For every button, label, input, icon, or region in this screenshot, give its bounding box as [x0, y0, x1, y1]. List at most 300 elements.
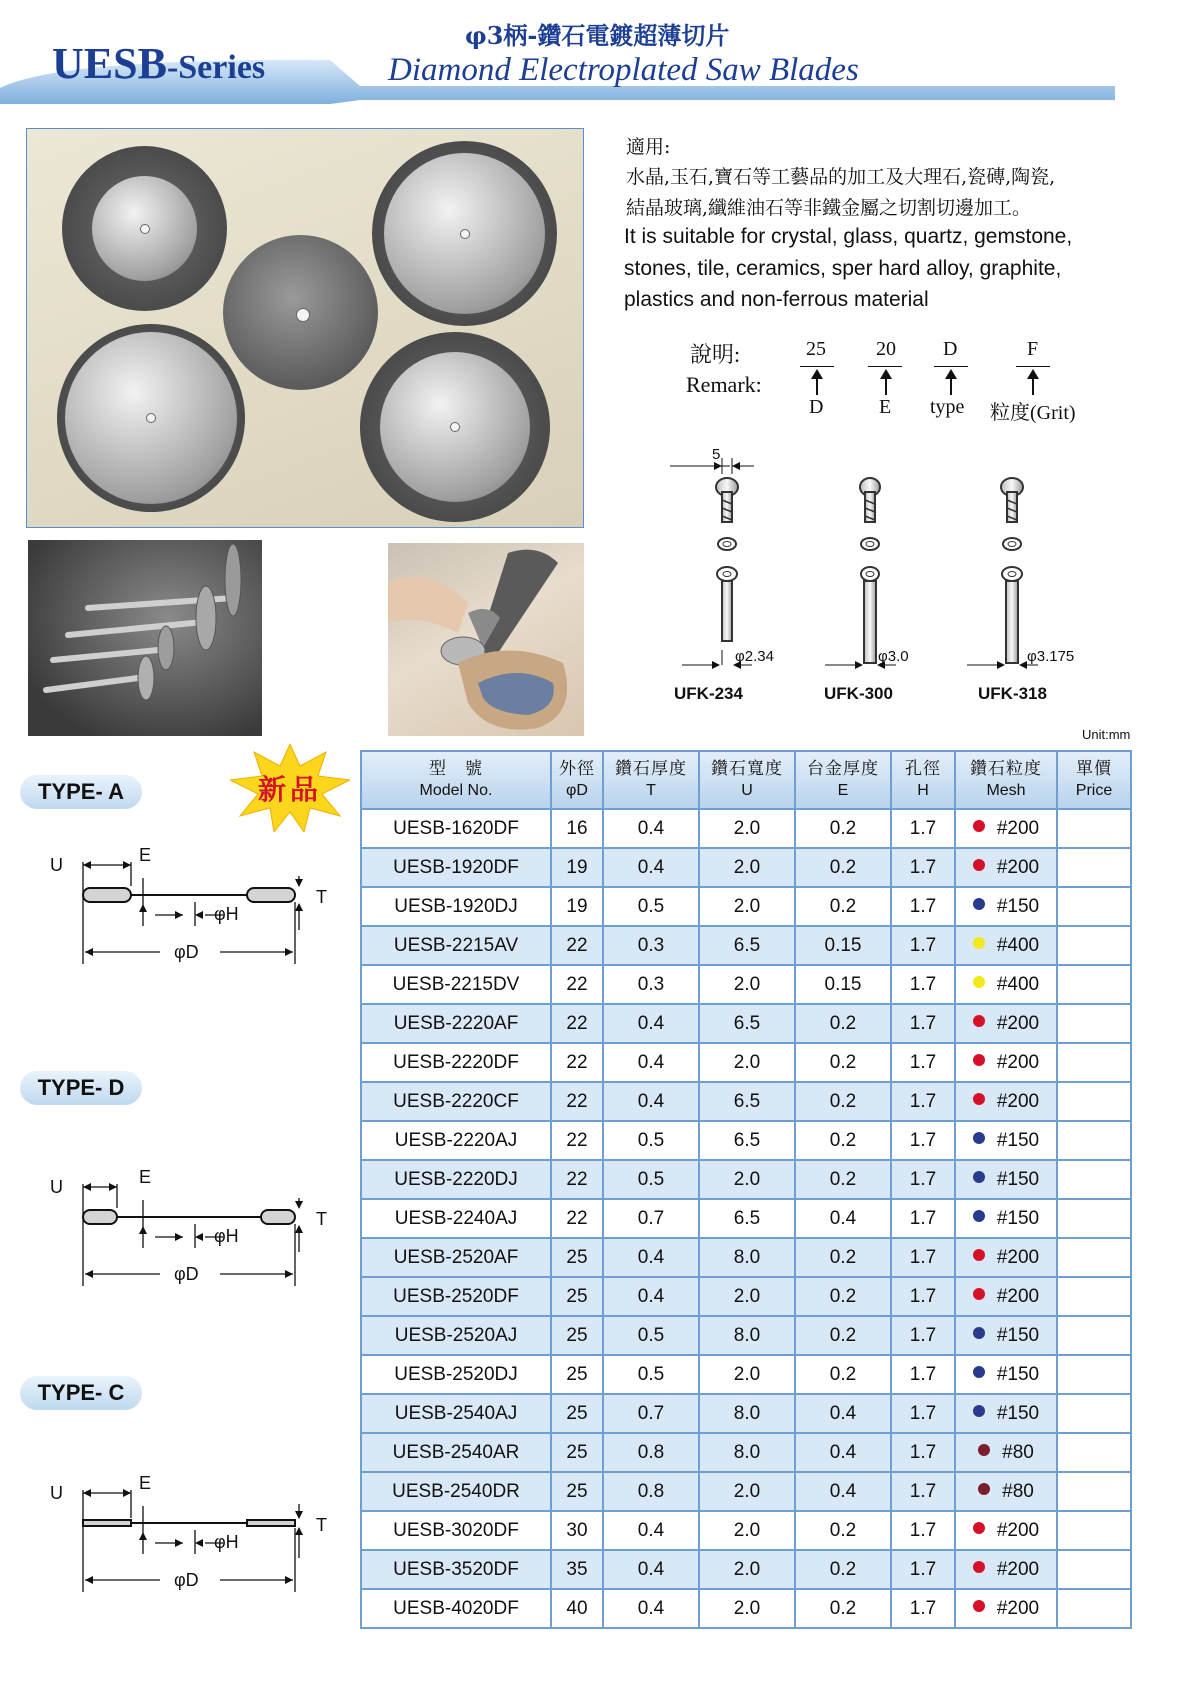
applications-cn-line-2: 結晶玻璃,纖維油石等非鐵金屬之切割切邊加工。 [626, 197, 1032, 219]
cell-e: 0.2 [795, 809, 891, 848]
cutting-demo-photo [388, 543, 584, 736]
cell-d: 25 [551, 1433, 603, 1472]
dim-d-label: φD [174, 942, 199, 962]
cell-e: 0.2 [795, 887, 891, 926]
saw-blade-image [372, 141, 557, 326]
column-header-cn: 台金厚度 [807, 759, 879, 779]
table-row [361, 1355, 1131, 1394]
type-c-label: TYPE- C [20, 1376, 142, 1410]
cell-price [1057, 1238, 1131, 1277]
cell-e: 0.2 [795, 1511, 891, 1550]
cell-d: 22 [551, 965, 603, 1004]
cell-h: 1.7 [891, 1511, 955, 1550]
grit-color-dot [973, 1522, 985, 1534]
cell-d: 22 [551, 1160, 603, 1199]
mesh-value: #150 [996, 895, 1040, 917]
saw-blade-image [57, 324, 245, 512]
table-row [361, 1589, 1131, 1628]
cell-t: 0.4 [603, 1550, 699, 1589]
grit-color-dot [973, 937, 985, 949]
remark-code: 25 [806, 338, 826, 360]
cell-d: 22 [551, 1121, 603, 1160]
cell-u: 8.0 [699, 1316, 795, 1355]
cell-e: 0.15 [795, 926, 891, 965]
table-row [361, 1121, 1131, 1160]
cell-e: 0.2 [795, 1550, 891, 1589]
mesh-value: #200 [996, 1246, 1040, 1268]
column-header-en: E [837, 782, 849, 799]
dim-h-label: φH [214, 1226, 239, 1246]
column-header-en: Price [1075, 782, 1113, 799]
cell-model: UESB-3020DF [361, 1511, 551, 1550]
cell-price [1057, 1004, 1131, 1043]
cell-model: UESB-2240AJ [361, 1199, 551, 1238]
column-header-en: Model No. [419, 782, 493, 799]
remark-meaning: E [879, 396, 892, 418]
column-header-cn: 鑽石寬度 [711, 759, 783, 779]
mesh-value: #150 [996, 1324, 1040, 1346]
column-header-cn: 型 號 [429, 759, 483, 779]
table-row [361, 1550, 1131, 1589]
cell-mesh [955, 1004, 1057, 1043]
cell-h: 1.7 [891, 887, 955, 926]
dim-h-label: φH [214, 904, 239, 924]
cell-d: 25 [551, 1472, 603, 1511]
cell-price [1057, 1160, 1131, 1199]
grit-color-dot [973, 820, 985, 832]
grit-color-dot [973, 1132, 985, 1144]
dim-t-label: T [316, 887, 327, 907]
cell-h: 1.7 [891, 1043, 955, 1082]
cell-price [1057, 1082, 1131, 1121]
cell-price [1057, 1394, 1131, 1433]
cell-model: UESB-2220CF [361, 1082, 551, 1121]
remark-meaning: 粒度(Grit) [990, 402, 1076, 424]
cell-mesh [955, 1160, 1057, 1199]
spec-table [360, 750, 1132, 1629]
table-row [361, 926, 1131, 965]
column-header-cn: 鑽石厚度 [615, 759, 687, 779]
table-row [361, 887, 1131, 926]
cell-mesh [955, 1043, 1057, 1082]
table-row [361, 1433, 1131, 1472]
cell-t: 0.4 [603, 1238, 699, 1277]
cell-e: 0.4 [795, 1199, 891, 1238]
dim-e-label: E [139, 845, 152, 865]
cell-mesh [955, 1472, 1057, 1511]
grit-color-dot [978, 1483, 990, 1495]
cell-h: 1.7 [891, 965, 955, 1004]
table-header-row [361, 751, 1131, 809]
cell-e: 0.2 [795, 1316, 891, 1355]
remark-label-en: Remark: [686, 372, 762, 397]
mesh-value: #80 [1002, 1441, 1034, 1463]
cell-h: 1.7 [891, 1472, 955, 1511]
cell-d: 22 [551, 1043, 603, 1082]
cell-u: 2.0 [699, 1160, 795, 1199]
cell-d: 19 [551, 848, 603, 887]
cell-e: 0.4 [795, 1433, 891, 1472]
cell-t: 0.8 [603, 1472, 699, 1511]
table-row [361, 1277, 1131, 1316]
product-title-en: Diamond Electroplated Saw Blades [388, 52, 859, 88]
remark-meaning: D [809, 396, 824, 418]
cell-t: 0.7 [603, 1199, 699, 1238]
mesh-value: #200 [996, 1519, 1040, 1541]
cell-u: 2.0 [699, 1550, 795, 1589]
cell-price [1057, 965, 1131, 1004]
cell-h: 1.7 [891, 848, 955, 887]
cell-model: UESB-1920DF [361, 848, 551, 887]
cell-t: 0.5 [603, 1160, 699, 1199]
cell-model: UESB-2215DV [361, 965, 551, 1004]
cell-price [1057, 1433, 1131, 1472]
cell-mesh [955, 1433, 1057, 1472]
cell-d: 22 [551, 926, 603, 965]
cell-h: 1.7 [891, 1004, 955, 1043]
table-row [361, 1511, 1131, 1550]
mesh-value: #150 [996, 1402, 1040, 1424]
mesh-value: #200 [996, 1285, 1040, 1307]
cell-price [1057, 1550, 1131, 1589]
table-row [361, 965, 1131, 1004]
column-header-cn: 孔徑 [905, 759, 941, 779]
cell-mesh [955, 1589, 1057, 1628]
dim-e-label: E [139, 1167, 152, 1187]
table-row [361, 1394, 1131, 1433]
cell-e: 0.2 [795, 1355, 891, 1394]
remark-label-cn: 說明: [690, 342, 741, 367]
column-header [795, 751, 891, 809]
cell-d: 22 [551, 1004, 603, 1043]
cell-model: UESB-2520DF [361, 1277, 551, 1316]
column-header-en: U [741, 782, 753, 799]
cell-t: 0.4 [603, 1589, 699, 1628]
cell-e: 0.2 [795, 1043, 891, 1082]
cell-mesh [955, 965, 1057, 1004]
dim-t-label: T [316, 1515, 327, 1535]
cell-model: UESB-2540AJ [361, 1394, 551, 1433]
dim-e-label: E [139, 1473, 152, 1493]
dim-d-label: φD [174, 1264, 199, 1284]
remark-code: D [943, 338, 958, 360]
grit-color-dot [973, 1210, 985, 1222]
cell-price [1057, 1472, 1131, 1511]
cell-price [1057, 1199, 1131, 1238]
cell-t: 0.3 [603, 926, 699, 965]
cell-model: UESB-1920DJ [361, 887, 551, 926]
table-row [361, 1238, 1131, 1277]
cell-e: 0.2 [795, 1277, 891, 1316]
cell-u: 2.0 [699, 1511, 795, 1550]
remark-code: F [1027, 338, 1039, 360]
column-header [603, 751, 699, 809]
column-header [551, 751, 603, 809]
cell-mesh [955, 1511, 1057, 1550]
series-title: UESB-Series [52, 39, 266, 88]
applications-en-line-1: It is suitable for crystal, glass, quartz, gemstone, [624, 225, 1073, 248]
column-header [699, 751, 795, 809]
cell-d: 25 [551, 1277, 603, 1316]
cell-u: 2.0 [699, 1043, 795, 1082]
cell-price [1057, 1355, 1131, 1394]
cell-mesh [955, 1277, 1057, 1316]
unit-label: Unit:mm [1082, 727, 1131, 742]
grit-color-dot [973, 1171, 985, 1183]
grit-color-dot [973, 1093, 985, 1105]
grit-color-dot [973, 1600, 985, 1612]
cell-h: 1.7 [891, 926, 955, 965]
mandrel-name: UFK-318 [978, 684, 1047, 703]
applications-cn-line-1: 水晶,玉石,寶石等工藝品的加工及大理石,瓷磚,陶瓷, [626, 166, 1056, 188]
grit-color-dot [973, 1288, 985, 1300]
cell-price [1057, 1589, 1131, 1628]
cell-t: 0.5 [603, 1316, 699, 1355]
cell-u: 2.0 [699, 1472, 795, 1511]
saw-blade-image [62, 146, 227, 311]
cell-d: 35 [551, 1550, 603, 1589]
remark-meaning: type [930, 396, 965, 418]
mesh-value: #400 [996, 973, 1040, 995]
cell-price [1057, 848, 1131, 887]
cell-mesh [955, 1082, 1057, 1121]
cell-mesh [955, 1238, 1057, 1277]
mesh-value: #150 [996, 1168, 1040, 1190]
cell-t: 0.4 [603, 1043, 699, 1082]
cell-mesh [955, 809, 1057, 848]
mesh-value: #200 [996, 1012, 1040, 1034]
grit-color-dot [973, 976, 985, 988]
cell-mesh [955, 1121, 1057, 1160]
mesh-value: #200 [996, 856, 1040, 878]
column-header-cn: 外徑 [559, 759, 595, 779]
remark-code: 20 [876, 338, 896, 360]
cell-price [1057, 1511, 1131, 1550]
cell-u: 8.0 [699, 1238, 795, 1277]
cell-price [1057, 1043, 1131, 1082]
cell-u: 2.0 [699, 887, 795, 926]
cell-model: UESB-2220AF [361, 1004, 551, 1043]
grit-color-dot [978, 1444, 990, 1456]
cell-u: 6.5 [699, 926, 795, 965]
mesh-value: #400 [996, 934, 1040, 956]
column-header [361, 751, 551, 809]
cell-h: 1.7 [891, 1277, 955, 1316]
grit-color-dot [973, 898, 985, 910]
product-title-cn: φ3柄-鑽石電鍍超薄切片 [465, 21, 730, 50]
cell-u: 6.5 [699, 1004, 795, 1043]
dim-u-label: U [50, 1177, 63, 1197]
cell-model: UESB-2220AJ [361, 1121, 551, 1160]
mesh-value: #150 [996, 1129, 1040, 1151]
saw-blade-image [223, 235, 378, 390]
cell-mesh [955, 887, 1057, 926]
cell-t: 0.5 [603, 887, 699, 926]
cell-e: 0.4 [795, 1394, 891, 1433]
mesh-value: #200 [996, 1051, 1040, 1073]
applications-label: 適用: [626, 136, 671, 158]
cell-u: 6.5 [699, 1082, 795, 1121]
mandrel-name: UFK-300 [824, 684, 893, 703]
column-header-en: Mesh [986, 782, 1026, 799]
cell-model: UESB-2215AV [361, 926, 551, 965]
mesh-value: #150 [996, 1363, 1040, 1385]
saw-blade-image [360, 332, 550, 522]
cell-d: 25 [551, 1316, 603, 1355]
cell-mesh [955, 1199, 1057, 1238]
column-header-en: H [917, 782, 929, 799]
cell-h: 1.7 [891, 1394, 955, 1433]
cell-u: 2.0 [699, 809, 795, 848]
cell-e: 0.2 [795, 1004, 891, 1043]
cell-h: 1.7 [891, 1082, 955, 1121]
cell-u: 2.0 [699, 1589, 795, 1628]
cell-e: 0.2 [795, 848, 891, 887]
cell-t: 0.5 [603, 1355, 699, 1394]
mandrel-diagram [670, 440, 1100, 680]
cell-t: 0.4 [603, 1511, 699, 1550]
cell-h: 1.7 [891, 1550, 955, 1589]
cell-h: 1.7 [891, 1160, 955, 1199]
cell-d: 25 [551, 1394, 603, 1433]
column-header [955, 751, 1057, 809]
table-row [361, 1082, 1131, 1121]
cell-d: 25 [551, 1238, 603, 1277]
cell-h: 1.7 [891, 1433, 955, 1472]
cell-mesh [955, 1394, 1057, 1433]
saw-blades-photo [26, 128, 584, 528]
column-header-en: T [646, 782, 656, 799]
mandrel-name: UFK-234 [674, 684, 743, 703]
mesh-value: #200 [996, 1597, 1040, 1619]
dim-u-label: U [50, 1483, 63, 1503]
table-row [361, 1199, 1131, 1238]
cell-model: UESB-2520AJ [361, 1316, 551, 1355]
cell-e: 0.2 [795, 1121, 891, 1160]
cell-t: 0.4 [603, 848, 699, 887]
column-header [891, 751, 955, 809]
cell-u: 6.5 [699, 1199, 795, 1238]
cell-model: UESB-2220DJ [361, 1160, 551, 1199]
cell-e: 0.2 [795, 1238, 891, 1277]
cell-model: UESB-2520AF [361, 1238, 551, 1277]
cell-u: 2.0 [699, 1355, 795, 1394]
dim-t-label: T [316, 1209, 327, 1229]
cell-h: 1.7 [891, 1589, 955, 1628]
cell-t: 0.4 [603, 809, 699, 848]
table-row [361, 809, 1131, 848]
column-header-cn: 單價 [1076, 759, 1112, 779]
cell-price [1057, 1316, 1131, 1355]
cell-price [1057, 926, 1131, 965]
cell-e: 0.2 [795, 1082, 891, 1121]
table-row [361, 1160, 1131, 1199]
dim-d-label: φD [174, 1570, 199, 1590]
cell-t: 0.4 [603, 1004, 699, 1043]
cell-u: 2.0 [699, 1277, 795, 1316]
cell-u: 8.0 [699, 1394, 795, 1433]
column-header-en: φD [566, 782, 588, 799]
cell-model: UESB-4020DF [361, 1589, 551, 1628]
mesh-value: #200 [996, 1558, 1040, 1580]
cell-t: 0.3 [603, 965, 699, 1004]
cell-h: 1.7 [891, 809, 955, 848]
cell-u: 6.5 [699, 1121, 795, 1160]
cell-mesh [955, 926, 1057, 965]
cell-model: UESB-1620DF [361, 809, 551, 848]
cell-d: 40 [551, 1589, 603, 1628]
table-row [361, 1316, 1131, 1355]
mesh-value: #80 [1002, 1480, 1034, 1502]
cell-u: 2.0 [699, 848, 795, 887]
mandrel-diameter: φ3.0 [878, 648, 909, 665]
cell-h: 1.7 [891, 1238, 955, 1277]
grit-color-dot [973, 1561, 985, 1573]
cell-d: 30 [551, 1511, 603, 1550]
column-header [1057, 751, 1131, 809]
cell-h: 1.7 [891, 1355, 955, 1394]
cell-price [1057, 887, 1131, 926]
cell-price [1057, 1121, 1131, 1160]
cell-t: 0.7 [603, 1394, 699, 1433]
cell-t: 0.4 [603, 1277, 699, 1316]
cell-d: 25 [551, 1355, 603, 1394]
grit-color-dot [973, 1366, 985, 1378]
cell-t: 0.8 [603, 1433, 699, 1472]
cell-model: UESB-2540DR [361, 1472, 551, 1511]
cell-d: 16 [551, 809, 603, 848]
type-d-label: TYPE- D [20, 1071, 142, 1105]
mandrel-diameter: φ2.34 [735, 648, 774, 665]
cell-mesh [955, 1550, 1057, 1589]
cell-model: UESB-3520DF [361, 1550, 551, 1589]
cell-d: 22 [551, 1199, 603, 1238]
table-row [361, 1472, 1131, 1511]
cell-mesh [955, 1316, 1057, 1355]
grit-color-dot [973, 1054, 985, 1066]
cell-mesh [955, 1355, 1057, 1394]
mounted-blades-photo [28, 540, 262, 736]
cell-h: 1.7 [891, 1121, 955, 1160]
cell-u: 2.0 [699, 965, 795, 1004]
grit-color-dot [973, 1327, 985, 1339]
mesh-value: #200 [996, 817, 1040, 839]
new-badge-text: 新品 [258, 773, 323, 806]
dim-u-label: U [50, 855, 63, 875]
grit-color-dot [973, 1405, 985, 1417]
cell-price [1057, 1277, 1131, 1316]
cell-model: UESB-2520DJ [361, 1355, 551, 1394]
grit-color-dot [973, 1015, 985, 1027]
cell-d: 19 [551, 887, 603, 926]
cell-price [1057, 809, 1131, 848]
mandrel-diameter: φ3.175 [1027, 648, 1075, 665]
cell-d: 22 [551, 1082, 603, 1121]
mesh-value: #200 [996, 1090, 1040, 1112]
table-row [361, 848, 1131, 887]
dim-h-label: φH [214, 1532, 239, 1552]
applications-en-line-2: stones, tile, ceramics, sper hard alloy, graphite, [624, 257, 1062, 280]
type-a-label: TYPE- A [20, 775, 142, 809]
grit-color-dot [973, 859, 985, 871]
cell-t: 0.4 [603, 1082, 699, 1121]
table-row [361, 1004, 1131, 1043]
cell-mesh [955, 848, 1057, 887]
table-row [361, 1043, 1131, 1082]
cell-u: 8.0 [699, 1433, 795, 1472]
column-header-cn: 鑽石粒度 [970, 759, 1042, 779]
cell-e: 0.15 [795, 965, 891, 1004]
